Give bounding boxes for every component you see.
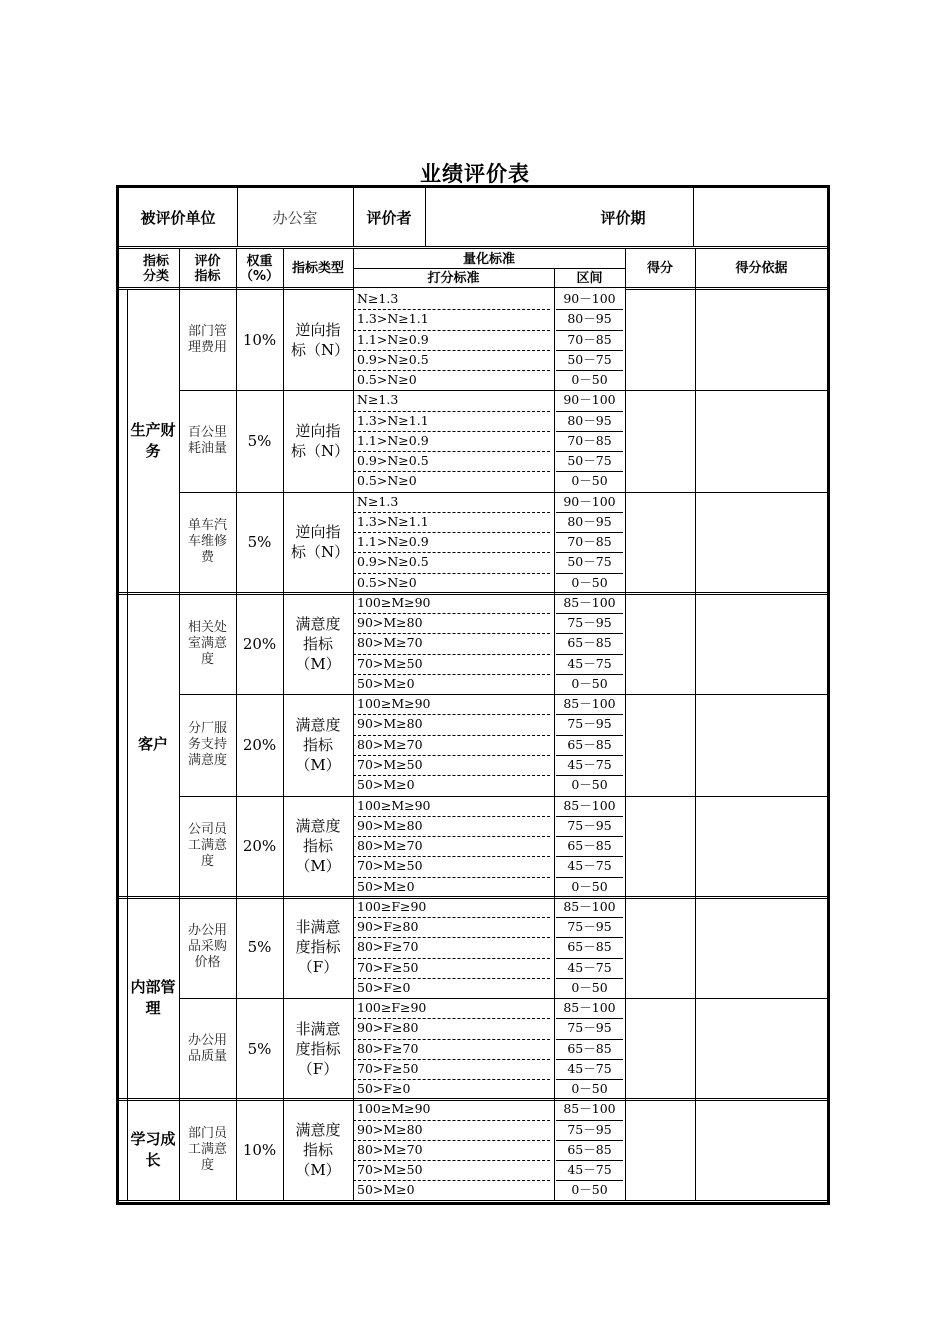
indicator-name: 分厂服务支持满意度 — [187, 720, 227, 768]
score-range: 85－100 — [563, 696, 616, 712]
score-basis-cell[interactable] — [695, 390, 828, 491]
scoring-criterion: 70>M≥50 — [357, 1162, 423, 1178]
score-input-cell[interactable] — [625, 1099, 695, 1200]
score-range: 90－100 — [563, 493, 616, 509]
indicator-type: 逆向指标（N） — [291, 523, 350, 562]
weight-value: 5% — [247, 938, 272, 957]
score-range: 50－75 — [567, 554, 612, 570]
scoring-criterion: 50>M≥0 — [357, 1182, 415, 1198]
scoring-criterion: 80>M≥70 — [357, 635, 423, 651]
score-range: 70－85 — [567, 534, 612, 550]
scoring-criterion: 70>M≥50 — [357, 655, 423, 671]
col-score: 得分 — [646, 261, 673, 276]
scoring-criterion: 0.5>N≥0 — [357, 574, 417, 590]
scoring-criterion: 0.9>N≥0.5 — [357, 453, 429, 469]
score-range: 65－85 — [567, 635, 612, 651]
period-label: 评价期 — [600, 209, 646, 227]
col-indicator: 评价指标 — [194, 253, 221, 284]
scoring-criterion: 0.9>N≥0.5 — [357, 554, 429, 570]
scoring-criterion: 100≥M≥90 — [357, 696, 431, 712]
score-range: 50－75 — [567, 351, 612, 367]
scoring-criterion: N≥1.3 — [357, 291, 399, 306]
scoring-criterion: 100≥F≥90 — [357, 898, 427, 914]
indicator-type: 满意度指标（M） — [295, 614, 341, 673]
scoring-criterion: 1.1>N≥0.9 — [357, 432, 429, 448]
score-range: 85－100 — [563, 797, 616, 813]
scoring-criterion: 50>M≥0 — [357, 878, 415, 894]
indicator-name: 办公用品质量 — [187, 1032, 227, 1064]
scoring-criterion: 70>F≥50 — [357, 959, 419, 975]
scoring-criterion: 90>M≥80 — [357, 716, 423, 732]
indicator-name: 办公用品采购价格 — [187, 923, 227, 971]
scoring-criterion: 70>M≥50 — [357, 756, 423, 772]
score-basis-cell[interactable] — [695, 998, 828, 1099]
score-basis-cell[interactable] — [695, 897, 828, 998]
score-range: 75－95 — [567, 615, 612, 631]
score-range: 85－100 — [563, 1000, 616, 1016]
weight-value: 10% — [242, 1141, 277, 1160]
weight-value: 20% — [242, 837, 277, 856]
weight-value: 10% — [242, 330, 277, 349]
score-range: 70－85 — [567, 331, 612, 347]
score-range: 45－75 — [567, 756, 612, 772]
score-input-cell[interactable] — [625, 694, 695, 795]
score-basis-cell[interactable] — [695, 289, 828, 390]
indicator-name: 单车汽车维修费 — [187, 518, 227, 566]
scoring-criterion: 70>F≥50 — [357, 1060, 419, 1076]
score-input-cell[interactable] — [625, 998, 695, 1099]
scoring-criterion: 50>M≥0 — [357, 675, 415, 691]
score-basis-cell[interactable] — [695, 1099, 828, 1200]
score-range: 45－75 — [567, 959, 612, 975]
scoring-criterion: 80>F≥70 — [357, 939, 419, 955]
scoring-criterion: 1.1>N≥0.9 — [357, 331, 429, 347]
category-cell: 学习成长 — [130, 1130, 176, 1170]
scoring-criterion: 0.5>N≥0 — [357, 473, 417, 489]
score-range: 75－95 — [567, 1020, 612, 1036]
score-range: 75－95 — [567, 716, 612, 732]
indicator-type: 满意度指标（M） — [295, 1121, 341, 1180]
score-range: 80－95 — [567, 311, 612, 327]
score-range: 65－85 — [567, 1141, 612, 1157]
col-weight: 权重（%） — [240, 253, 280, 284]
score-input-cell[interactable] — [625, 897, 695, 998]
indicator-type: 非满意度指标（F） — [295, 1019, 341, 1078]
weight-value: 5% — [247, 533, 272, 552]
scoring-criterion: 90>M≥80 — [357, 817, 423, 833]
indicator-type: 非满意度指标（F） — [295, 918, 341, 977]
category-cell: 客户 — [137, 735, 168, 754]
scoring-criterion: 90>F≥80 — [357, 1020, 419, 1036]
scoring-criterion: 90>F≥80 — [357, 919, 419, 935]
category-cell: 生产财务 — [130, 420, 176, 460]
score-input-cell[interactable] — [625, 593, 695, 694]
col-quant-standard: 量化标准 — [462, 251, 515, 267]
unit-value[interactable]: 办公室 — [272, 209, 318, 227]
score-range: 70－85 — [567, 432, 612, 448]
indicator-name: 公司员工满意度 — [187, 822, 227, 870]
score-range: 0－50 — [571, 675, 608, 691]
score-range: 85－100 — [563, 594, 616, 610]
scoring-criterion: 80>M≥70 — [357, 736, 423, 752]
scoring-criterion: 0.9>N≥0.5 — [357, 351, 429, 367]
score-input-cell[interactable] — [625, 289, 695, 390]
scoring-criterion: 1.3>N≥1.1 — [357, 513, 429, 529]
scoring-criterion: 50>F≥0 — [357, 979, 411, 995]
indicator-name: 部门管理费用 — [187, 323, 227, 355]
col-range: 区间 — [576, 271, 603, 286]
weight-value: 5% — [247, 1039, 272, 1058]
score-input-cell[interactable] — [625, 796, 695, 897]
scoring-criterion: 100≥M≥90 — [357, 594, 431, 610]
category-cell: 内部管理 — [130, 978, 176, 1018]
indicator-name: 相关处室满意度 — [187, 619, 227, 667]
score-basis-cell[interactable] — [695, 796, 828, 897]
scoring-criterion: 70>M≥50 — [357, 858, 423, 874]
scoring-criterion: 80>F≥70 — [357, 1040, 419, 1056]
score-range: 45－75 — [567, 655, 612, 671]
score-range: 0－50 — [571, 473, 608, 489]
score-range: 0－50 — [571, 1182, 608, 1198]
indicator-name: 百公里耗油量 — [187, 424, 227, 456]
scoring-criterion: 1.3>N≥1.1 — [357, 412, 429, 428]
score-range: 0－50 — [571, 979, 608, 995]
scoring-criterion: 80>M≥70 — [357, 838, 423, 854]
indicator-type: 满意度指标（M） — [295, 715, 341, 774]
scoring-criterion: 50>M≥0 — [357, 777, 415, 793]
score-range: 0－50 — [571, 777, 608, 793]
scoring-criterion: 90>M≥80 — [357, 615, 423, 631]
score-range: 90－100 — [563, 291, 616, 306]
col-score-basis: 得分依据 — [735, 261, 788, 276]
weight-value: 20% — [242, 634, 277, 653]
score-range: 75－95 — [567, 1121, 612, 1137]
score-basis-cell[interactable] — [695, 492, 828, 593]
score-range: 45－75 — [567, 1060, 612, 1076]
score-basis-cell[interactable] — [695, 593, 828, 694]
scoring-criterion: 100≥M≥90 — [357, 797, 431, 813]
unit-label: 被评价单位 — [140, 209, 216, 227]
score-range: 85－100 — [563, 898, 616, 914]
score-range: 0－50 — [571, 878, 608, 894]
score-range: 0－50 — [571, 574, 608, 590]
scoring-criterion: 1.1>N≥0.9 — [357, 534, 429, 550]
score-range: 50－75 — [567, 453, 612, 469]
score-input-cell[interactable] — [625, 390, 695, 491]
score-range: 0－50 — [571, 372, 608, 388]
score-range: 75－95 — [567, 919, 612, 935]
score-range: 65－85 — [567, 736, 612, 752]
weight-value: 5% — [247, 431, 272, 450]
col-criteria: 打分标准 — [427, 271, 480, 286]
page-title: 业绩评价表 — [420, 162, 530, 186]
score-range: 80－95 — [567, 513, 612, 529]
score-range: 0－50 — [571, 1081, 608, 1097]
evaluation-form-table — [116, 185, 830, 1205]
scoring-criterion: 80>M≥70 — [357, 1141, 423, 1157]
scoring-criterion: 100≥M≥90 — [357, 1101, 431, 1117]
scoring-criterion: 50>F≥0 — [357, 1081, 411, 1097]
evaluator-label: 评价者 — [366, 209, 412, 227]
indicator-name: 部门员工满意度 — [187, 1126, 227, 1174]
score-range: 45－75 — [567, 858, 612, 874]
indicator-type: 满意度指标（M） — [295, 817, 341, 876]
scoring-criterion: N≥1.3 — [357, 392, 399, 408]
score-range: 75－95 — [567, 817, 612, 833]
scoring-criterion: 1.3>N≥1.1 — [357, 311, 429, 327]
col-type: 指标类型 — [291, 261, 344, 276]
weight-value: 20% — [242, 735, 277, 754]
score-range: 45－75 — [567, 1162, 612, 1178]
score-range: 90－100 — [563, 392, 616, 408]
score-range: 65－85 — [567, 838, 612, 854]
scoring-criterion: 100≥F≥90 — [357, 1000, 427, 1016]
scoring-criterion: N≥1.3 — [357, 493, 399, 509]
score-range: 65－85 — [567, 1040, 612, 1056]
col-category: 指标分类 — [142, 253, 169, 284]
scoring-criterion: 0.5>N≥0 — [357, 372, 417, 388]
score-input-cell[interactable] — [625, 492, 695, 593]
scoring-criterion: 90>M≥80 — [357, 1121, 423, 1137]
score-basis-cell[interactable] — [695, 694, 828, 795]
score-range: 65－85 — [567, 939, 612, 955]
indicator-type: 逆向指标（N） — [291, 421, 350, 460]
indicator-type: 逆向指标（N） — [291, 320, 350, 359]
score-range: 85－100 — [563, 1101, 616, 1117]
score-range: 80－95 — [567, 412, 612, 428]
